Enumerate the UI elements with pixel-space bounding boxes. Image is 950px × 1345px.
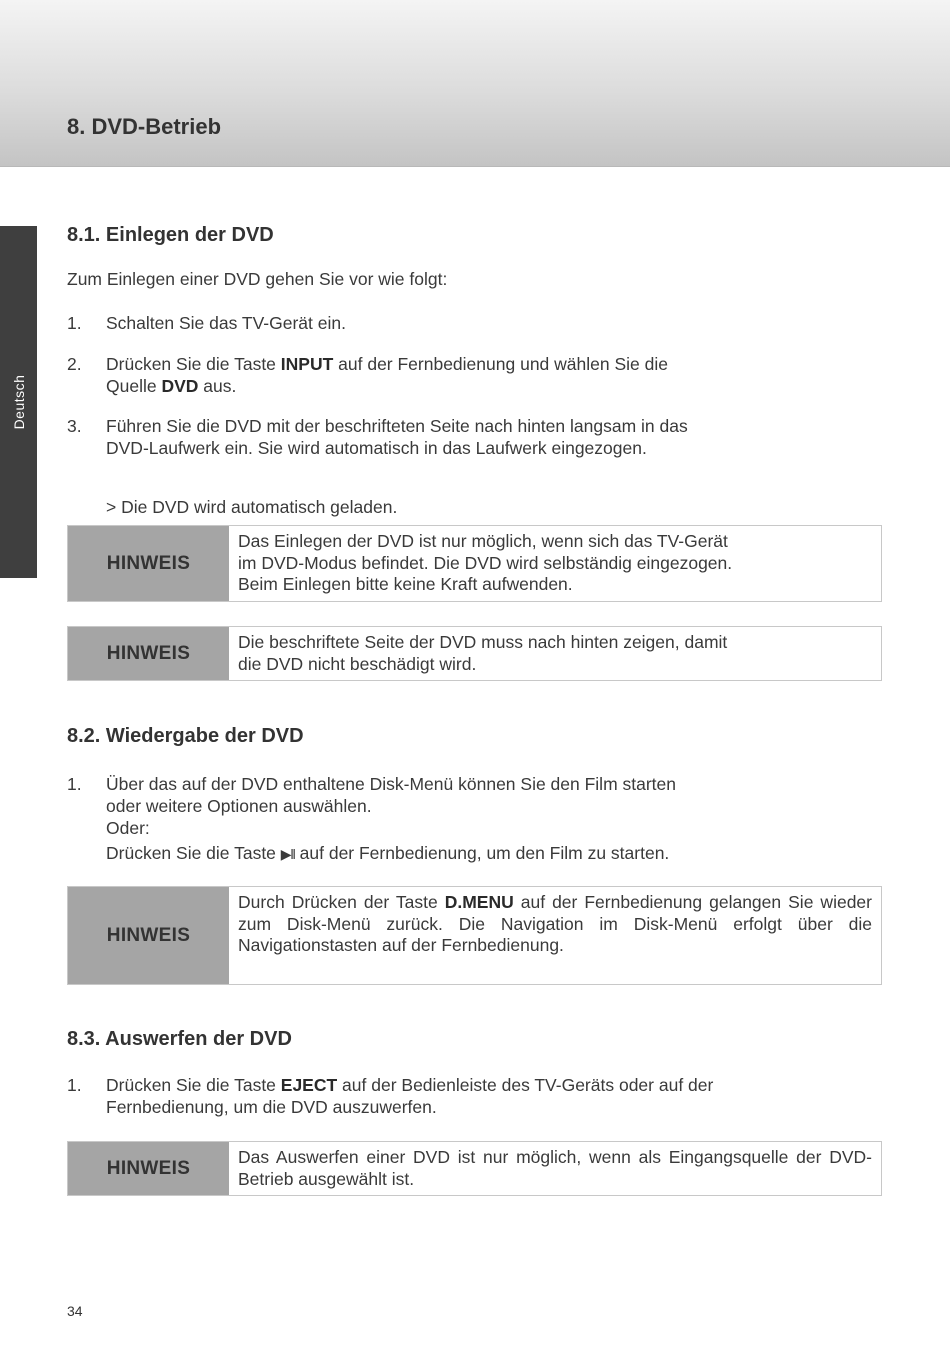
step-text: Führen Sie die DVD mit der beschrifteten Seite nach hinten langsam in das [106, 416, 688, 436]
key-name: DVD [161, 376, 199, 396]
step-text: oder weitere Optionen auswählen. [106, 796, 372, 816]
step-text: Drücken Sie die Taste EJECT auf der Bedienleiste des TV-Geräts oder auf der [106, 1075, 714, 1095]
step-text: Drücken Sie die Taste INPUT auf der Fernbedienung und wählen Sie die [106, 354, 668, 374]
key-name: INPUT [280, 354, 334, 374]
list-item [67, 1074, 884, 1118]
note-text: Durch Drücken der Taste D.MENU auf der Fernbedienung gelangen Sie wieder zum Disk-Menü zurück. Die Navigation im Disk-Menü erfolgt über die Navigationstasten auf der Fernbedienung. [238, 892, 872, 955]
intro-text: Zum Einlegen einer DVD gehen Sie vor wie folgt: [67, 269, 448, 289]
list-number: 1. [67, 313, 82, 333]
note-label: HINWEIS [68, 1142, 229, 1195]
note-text: Das Auswerfen einer DVD ist nur möglich, wenn als Eingangsquelle der DVD-Betrieb ausgewählt ist. [238, 1147, 872, 1189]
list-number: 1. [67, 774, 82, 794]
list-item [67, 312, 884, 334]
note-box [67, 1141, 882, 1196]
section-heading-playback: 8.2. Wiedergabe der DVD [67, 725, 304, 747]
language-tab [0, 226, 37, 578]
chapter-title: 8. DVD-Betrieb [67, 114, 222, 139]
step-text: Über das auf der DVD enthaltene Disk-Menü können Sie den Film starten [106, 774, 677, 794]
step-text: Quelle DVD aus. [106, 376, 237, 396]
step-text: Fernbedienung, um die DVD auszuwerfen. [106, 1097, 437, 1117]
key-name: EJECT [280, 1075, 338, 1095]
list-item [67, 353, 884, 397]
note-label: HINWEIS [68, 526, 229, 601]
list-item [67, 773, 884, 865]
key-name: D.MENU [444, 892, 514, 912]
step-text: DVD-Laufwerk ein. Sie wird automatisch in das Laufwerk eingezogen. [106, 438, 647, 458]
result-text: > Die DVD wird automatisch geladen. [106, 496, 398, 517]
language-tab-label: Deutsch [10, 374, 27, 430]
list-number: 1. [67, 1075, 82, 1095]
play-pause-icon: ▶ll [280, 846, 295, 862]
note-box [67, 626, 882, 681]
section-heading-insert: 8.1. Einlegen der DVD [67, 224, 274, 246]
list-number: 3. [67, 416, 82, 436]
step-text: Drücken Sie die Taste ▶ll auf der Fernbedienung, um den Film zu starten. [106, 843, 670, 863]
list-number: 2. [67, 354, 82, 374]
note-text: Die beschriftete Seite der DVD muss nach hinten zeigen, damit die DVD nicht beschädigt wird. [238, 632, 728, 674]
list-item [67, 415, 884, 459]
note-text: Das Einlegen der DVD ist nur möglich, wenn sich das TV-Gerät im DVD-Modus befindet. Die DVD wird selbständig eingezogen. Beim Einlegen bitte keine Kraft aufwenden. [238, 531, 733, 594]
section-heading-eject: 8.3. Auswerfen der DVD [67, 1028, 292, 1050]
note-box [67, 525, 882, 602]
page-number: 34 [67, 1303, 83, 1319]
page-header [0, 0, 950, 167]
note-label: HINWEIS [68, 887, 229, 984]
note-box [67, 886, 882, 985]
step-text: Schalten Sie das TV-Gerät ein. [106, 313, 346, 333]
note-label: HINWEIS [68, 627, 229, 680]
step-text: Oder: [106, 818, 150, 838]
